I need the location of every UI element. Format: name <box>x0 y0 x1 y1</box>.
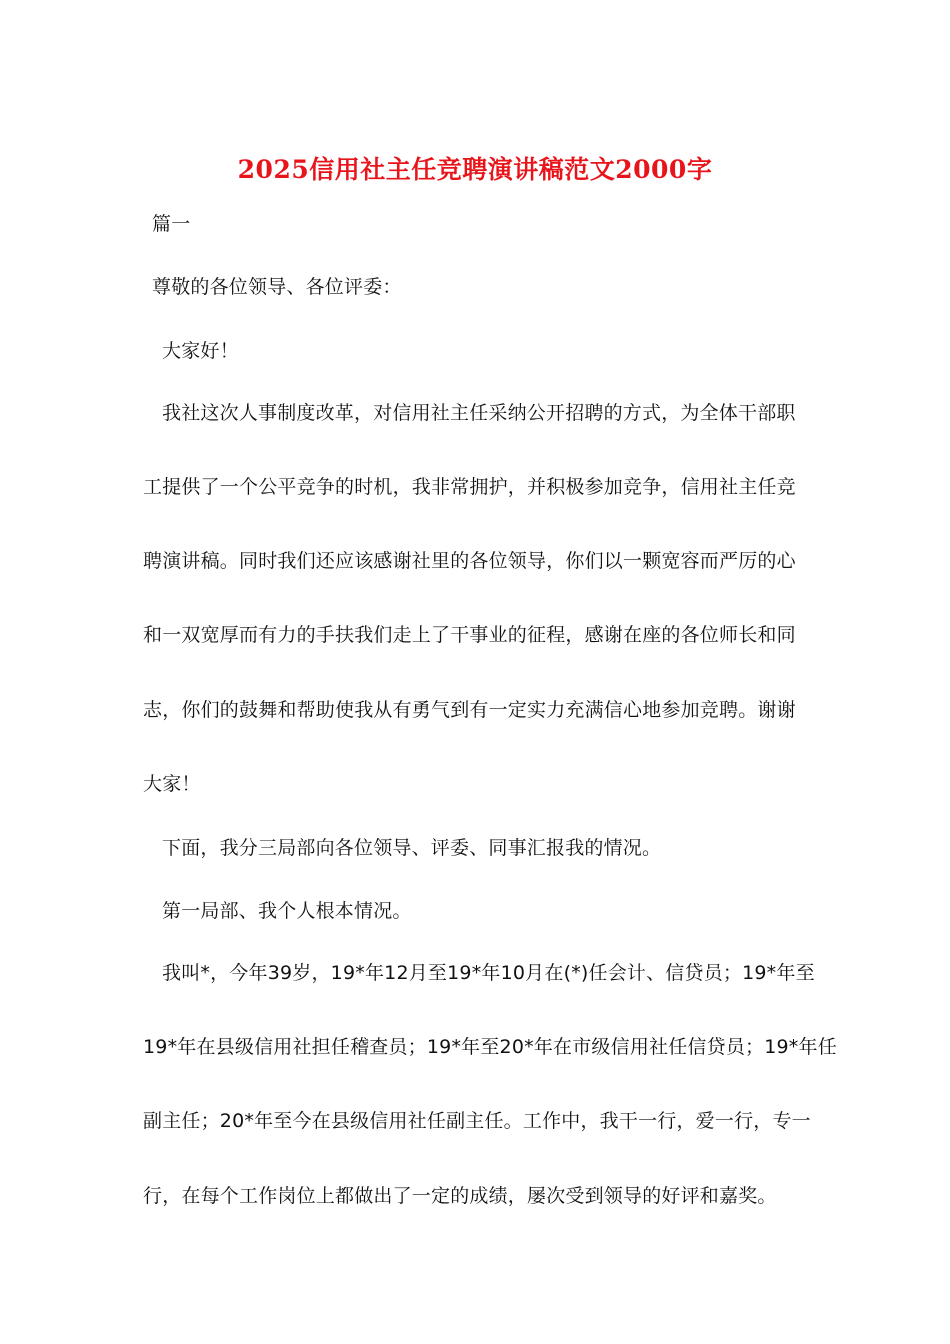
salutation: 尊敬的各位领导、各位评委： <box>152 276 402 298</box>
paragraph-line: 志，你们的鼓舞和帮助使我从有勇气到有一定实力充满信心地参加竞聘。谢谢 <box>143 699 796 721</box>
paragraph-line: 我叫*，今年39岁，19*年12月至19*年10月在(*)任会计、信贷员；19*年至 <box>162 962 815 984</box>
paragraph-line: 19*年在县级信用社担任稽查员；19*年至20*年在市级信用社任信贷员；19*年任 <box>143 1036 837 1058</box>
paragraph-line: 副主任；20*年至今在县级信用社任副主任。工作中，我干一行，爱一行，专一 <box>143 1110 811 1132</box>
document-title: 2025信用社主任竞聘演讲稿范文2000字 <box>237 155 713 184</box>
paragraph-line: 工提供了一个公平竞争的时机，我非常拥护，并积极参加竞争，信用社主任竞 <box>143 476 796 498</box>
paragraph-line: 聘演讲稿。同时我们还应该感谢社里的各位领导，你们以一颗宽容而严厉的心 <box>143 550 796 572</box>
paragraph-line: 第一局部、我个人根本情况。 <box>162 900 412 922</box>
greeting: 大家好！ <box>162 340 239 362</box>
section-heading: 篇一 <box>152 213 191 235</box>
paragraph-line: 我社这次人事制度改革，对信用社主任采纳公开招聘的方式，为全体干部职 <box>162 402 796 424</box>
paragraph-line: 和一双宽厚而有力的手扶我们走上了干事业的征程，感谢在座的各位师长和同 <box>143 624 796 646</box>
paragraph-line: 大家！ <box>143 773 201 795</box>
paragraph-line: 下面，我分三局部向各位领导、评委、同事汇报我的情况。 <box>162 837 662 859</box>
paragraph-line: 行，在每个工作岗位上都做出了一定的成绩，屡次受到领导的好评和嘉奖。 <box>143 1185 777 1207</box>
